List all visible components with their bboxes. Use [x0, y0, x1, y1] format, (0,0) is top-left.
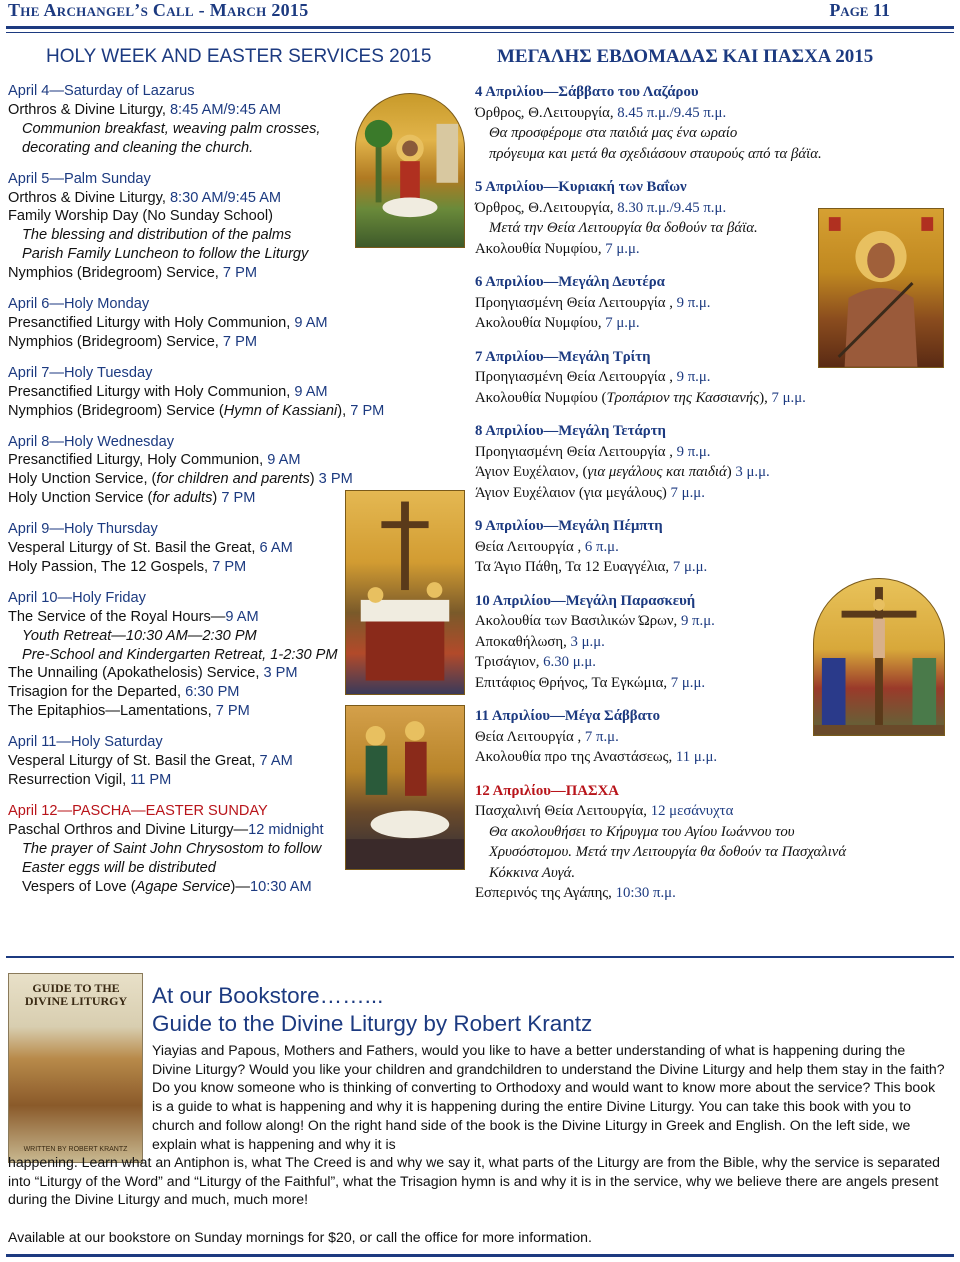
service-name: Orthros & Divine Liturgy,	[8, 101, 170, 118]
service-name: Εσπερινός της Αγάπης,	[475, 885, 616, 901]
service-line	[8, 264, 468, 283]
service-name: Presanctified Liturgy with Holy Communion,	[8, 383, 295, 400]
service-line	[475, 883, 955, 904]
service-line	[475, 123, 955, 144]
service-name: Θεία Λειτουργία ,	[475, 728, 585, 745]
service-time: 8:30 AM/9:45 AM	[169, 189, 282, 206]
footer-rule	[6, 1254, 954, 1257]
service-line	[8, 470, 468, 489]
service-name: Holy Unction Service, (	[8, 471, 157, 488]
service-note: Agape Service	[135, 878, 231, 895]
service-name: Resurrection Vigil,	[8, 772, 131, 788]
service-name: Θα προσφέρομε στα παιδιά μας ένα ωραίο	[489, 125, 738, 141]
service-time: 7 μ.μ.	[672, 559, 708, 575]
service-time: 11 PM	[130, 772, 172, 788]
title-greek: ΜΕΓΑΛΗΣ ΕΒΔΟΜΑΔΑΣ ΚΑΙ ΠΑΣΧΑ 2015	[497, 46, 874, 67]
service-line	[8, 402, 468, 421]
service-name: Vespers of Love (	[22, 878, 136, 895]
service-date: 10 Απριλίου—Μεγάλη Παρασκευή	[475, 592, 696, 609]
service-date: 11 Απριλίου—Μέγα Σάββατο	[475, 708, 661, 724]
service-name: Parish Family Luncheon to follow the Liturgy	[22, 246, 309, 263]
service-time: 8.45 π.μ./9.45 π.μ.	[617, 104, 727, 121]
bookstore-heading: At our Bookstore……...	[152, 983, 384, 1008]
service-name: Holy Unction Service (	[8, 490, 153, 507]
book-cover-author: WRITTEN BY ROBERT KRANTZ	[23, 1146, 128, 1153]
service-line	[8, 451, 468, 470]
newsletter-title: The Archangel’s Call - March 2015	[8, 0, 309, 20]
service-time: 6.30 μ.μ.	[543, 654, 596, 670]
service-day	[475, 82, 955, 164]
service-note: για μεγάλους και παιδιά	[587, 464, 727, 480]
service-time: 9 AM	[267, 452, 301, 469]
service-line	[475, 462, 955, 483]
service-line	[8, 383, 468, 402]
service-date: April 8—Holy Wednesday	[8, 433, 175, 450]
service-name: Presanctified Liturgy with Holy Communion,	[8, 314, 295, 331]
service-date: April 10—Holy Friday	[8, 589, 146, 606]
service-name-end: )	[212, 490, 222, 507]
service-name: Προηγιασμένη Θεία Λειτουργία ,	[475, 294, 677, 311]
service-name: Ακολουθία Νυμφίου,	[475, 315, 606, 331]
bridegroom-icon	[818, 208, 944, 368]
service-name: decorating and cleaning the church.	[22, 139, 254, 156]
service-note: for adults	[152, 490, 213, 507]
service-time: 3 μ.μ.	[735, 464, 770, 480]
service-name: Youth Retreat—10:30 AM—2:30 PM	[22, 627, 257, 644]
book-cover-image	[8, 973, 143, 1163]
service-line	[475, 801, 955, 822]
service-line	[8, 333, 468, 352]
service-name: Προηγιασμένη Θεία Λειτουργία ,	[475, 443, 677, 460]
service-name: Πασχαλινή Θεία Λειτουργία,	[475, 803, 651, 819]
service-name: Θα ακολουθήσει το Κήρυγμα του Αγίου Ιωάννου του	[489, 823, 795, 840]
service-date: April 4—Saturday of Lazarus	[8, 83, 195, 99]
service-name-end: ),	[337, 402, 351, 419]
section-separator	[6, 956, 954, 958]
service-name: Easter eggs will be distributed	[22, 859, 216, 876]
service-time: 3 μ.μ.	[570, 633, 605, 650]
service-name: Θεία Λειτουργία ,	[475, 538, 585, 555]
service-name: The Epitaphios—Lamentations,	[8, 703, 216, 720]
service-time: 7 μ.μ.	[670, 674, 706, 691]
service-name: Paschal Orthros and Divine Liturgy—	[8, 821, 249, 838]
service-time: 12 midnight	[248, 821, 324, 838]
service-name: Ακολουθία Νυμφίου (	[475, 389, 607, 406]
service-date: 9 Απριλίου—Μεγάλη Πέμπτη	[475, 518, 663, 534]
service-name: Ακολουθία Νυμφίου,	[475, 240, 606, 257]
service-time: 12 μεσάνυχτα	[650, 803, 734, 819]
service-name: The Service of the Royal Hours—	[8, 608, 226, 625]
service-name-end: )	[309, 471, 319, 488]
book-description-continued: happening. Learn what an Antiphon is, what The Creed is and why we say it, what parts of the Liturgy are from the Bible, why the service is separated into “Liturgy of the Word” and “Liturgy of the Faithful”, what the Trisagion hymn is and why it is in the service, why we believe there are angels present during the Divine Liturgy and much, much more!	[8, 1154, 941, 1208]
service-time: 6 AM	[259, 540, 293, 557]
page-number: Page 11	[829, 0, 890, 20]
service-time: 9 AM	[294, 314, 328, 331]
book-title-heading: Guide to the Divine Liturgy by Robert Krantz	[152, 1011, 593, 1036]
service-line	[475, 822, 955, 843]
service-name-end: )—	[230, 878, 250, 895]
descent-icon	[345, 705, 465, 870]
service-name: Χρυσόστομου. Μετά την Λειτουργία θα δοθούν τα Πασχαλινά	[489, 844, 847, 860]
service-date: April 9—Holy Thursday	[8, 521, 158, 538]
service-time: 7 PM	[222, 333, 257, 350]
service-date: April 12—PASCHA—EASTER SUNDAY	[8, 802, 268, 819]
service-name: Προηγιασμένη Θεία Λειτουργία ,	[475, 369, 677, 385]
service-time: 11 μ.μ.	[675, 749, 718, 765]
service-name: Ακολουθία των Βασιλικών Ώρων,	[475, 613, 681, 629]
service-time: 7 PM	[215, 703, 250, 720]
crucifixion-icon	[813, 578, 945, 736]
service-time: 7 PM	[350, 402, 385, 419]
service-note: Hymn of Kassiani	[223, 402, 338, 419]
service-name: Τρισάγιον,	[475, 654, 544, 670]
service-day	[475, 421, 955, 503]
service-name: Nymphios (Bridegroom) Service (	[8, 402, 224, 419]
service-date: 7 Απριλίου—Μεγάλη Τρίτη	[475, 348, 651, 365]
service-time: 7 PM	[221, 490, 256, 507]
service-time: 6 π.μ.	[584, 538, 619, 555]
service-line	[475, 144, 955, 165]
service-time: 7 AM	[259, 753, 293, 770]
lamentation-icon	[345, 490, 465, 695]
service-time: 7 PM	[222, 265, 257, 282]
service-time: 10:30 π.μ.	[615, 885, 676, 901]
service-time: 7 μ.μ.	[771, 389, 806, 406]
service-note: for children and parents	[156, 471, 310, 488]
service-time: 6:30 PM	[185, 684, 240, 701]
service-date: 4 Απριλίου—Σάββατο του Λαζάρου	[475, 84, 699, 100]
service-name: Όρθρος, Θ.Λειτουργία,	[475, 199, 618, 216]
service-name: Nymphios (Bridegroom) Service,	[8, 265, 223, 282]
service-name: Vesperal Liturgy of St. Basil the Great,	[8, 753, 260, 770]
service-line	[475, 842, 955, 863]
service-time: 9 π.μ.	[680, 613, 715, 629]
service-name: Άγιον Ευχέλαιον, (	[475, 464, 588, 480]
service-line	[475, 483, 955, 504]
book-availability: Available at our bookstore on Sunday mornings for $20, or call the office for more information.	[8, 1229, 592, 1245]
service-name: πρόγευμα και μετά θα σχεδιάσουν σταυρούς από τα βάϊα.	[489, 145, 822, 162]
service-name: The blessing and distribution of the palms	[22, 227, 292, 244]
service-line	[475, 367, 955, 388]
service-name: Ακολουθία προ της Αναστάσεως,	[475, 749, 676, 765]
service-name: Pre-School and Kindergarten Retreat, 1-2:30 PM	[22, 646, 338, 663]
service-name: Vesperal Liturgy of St. Basil the Great,	[8, 540, 260, 557]
service-date: April 6—Holy Monday	[8, 296, 150, 313]
service-time: 8.30 π.μ./9.45 π.μ.	[617, 199, 727, 216]
service-name: Όρθρος, Θ.Λειτουργία,	[475, 104, 618, 121]
service-time: 9 π.μ.	[676, 369, 711, 385]
service-date: 8 Απριλίου—Μεγάλη Τετάρτη	[475, 423, 666, 439]
service-day	[475, 781, 955, 904]
service-name: Μετά την Θεία Λειτουργία θα δοθούν τα βάϊα.	[489, 220, 758, 236]
service-name: Trisagion for the Departed,	[8, 684, 186, 701]
service-name-end: )	[726, 464, 736, 480]
header-rule-thin	[6, 32, 954, 33]
service-time: 9 AM	[225, 608, 259, 625]
service-day	[475, 516, 955, 578]
page-header	[8, 0, 952, 26]
service-name: Αποκαθήλωση,	[475, 633, 571, 650]
palm-sunday-icon	[355, 93, 465, 248]
service-time: 7 PM	[212, 558, 247, 575]
service-name: The Unnailing (Apokathelosis) Service,	[8, 665, 264, 682]
service-name: Επιτάφιος Θρήνος, Τα Εγκώμια,	[475, 674, 671, 691]
service-line	[475, 747, 955, 768]
service-time: 3 PM	[318, 471, 353, 488]
service-date: April 5—Palm Sunday	[8, 170, 151, 187]
service-line	[8, 245, 468, 264]
book-cover-title: GUIDE TO THE DIVINE LITURGY	[24, 981, 128, 1008]
service-date: April 7—Holy Tuesday	[8, 364, 153, 381]
service-time: 9 π.μ.	[676, 294, 711, 311]
service-name: Orthros & Divine Liturgy,	[8, 189, 170, 206]
service-line	[475, 103, 955, 124]
service-line	[8, 314, 468, 333]
service-name: Holy Passion, The 12 Gospels,	[8, 558, 213, 575]
service-date: April 11—Holy Saturday	[8, 734, 163, 751]
service-time: 9 π.μ.	[676, 443, 711, 460]
service-name: Nymphios (Bridegroom) Service,	[8, 333, 223, 350]
service-day	[8, 364, 468, 421]
title-english: HOLY WEEK AND EASTER SERVICES 2015	[46, 46, 432, 67]
service-name: Presanctified Liturgy, Holy Communion,	[8, 452, 268, 469]
service-time: 7 μ.μ.	[670, 484, 705, 501]
service-time: 9 AM	[294, 383, 328, 400]
service-date: 12 Απριλίου—ΠΑΣΧΑ	[475, 782, 619, 799]
service-time: 10:30 AM	[249, 878, 312, 895]
service-note: Τροπάριον της Κασσιανής	[606, 389, 760, 406]
service-time: 7 μ.μ.	[605, 240, 640, 257]
service-name-end: ),	[759, 389, 772, 406]
service-line	[475, 557, 955, 578]
service-line	[8, 878, 468, 897]
service-name: Τα Άγιο Πάθη, Τα 12 Ευαγγέλια,	[475, 559, 673, 575]
service-time: 7 π.μ.	[584, 728, 619, 745]
service-name: The prayer of Saint John Chrysostom to follow	[22, 840, 322, 857]
book-description: Yiayias and Papous, Mothers and Fathers, would you like to have a better understanding of what is happening during the Divine Liturgy? Would you like your children and grandchildren to understand the Divine Liturgy and help them stay in the faith? Do you know someone who is thinking of converting to Orthodoxy and would want to know more about the service? This book is a guide to what is happening and why it is happening during the entire Divine Liturgy. You can take this book with you to church and follow along! On the right hand side of the book is the Divine Liturgy in Greek and English. On the left side, we explain what is happening and why it is	[152, 1042, 945, 1152]
service-time: 3 PM	[263, 665, 298, 682]
service-line	[475, 388, 955, 409]
service-date: 5 Απριλίου—Κυριακή των Βαΐων	[475, 179, 687, 195]
service-name: Family Worship Day (No Sunday School)	[8, 208, 273, 225]
service-line	[475, 863, 955, 884]
service-name: Communion breakfast, weaving palm crosses,	[22, 120, 321, 137]
service-day	[8, 295, 468, 352]
service-time: 7 μ.μ.	[605, 315, 640, 331]
service-line	[475, 442, 955, 463]
service-time: 8:45 AM/9:45 AM	[169, 101, 282, 118]
service-name: Άγιον Ευχέλαιον (για μεγάλους)	[475, 484, 671, 501]
header-rule	[6, 26, 954, 29]
service-date: 6 Απριλίου—Μεγάλη Δευτέρα	[475, 274, 665, 290]
service-name: Κόκκινα Αυγά.	[489, 864, 576, 881]
service-line	[475, 537, 955, 558]
